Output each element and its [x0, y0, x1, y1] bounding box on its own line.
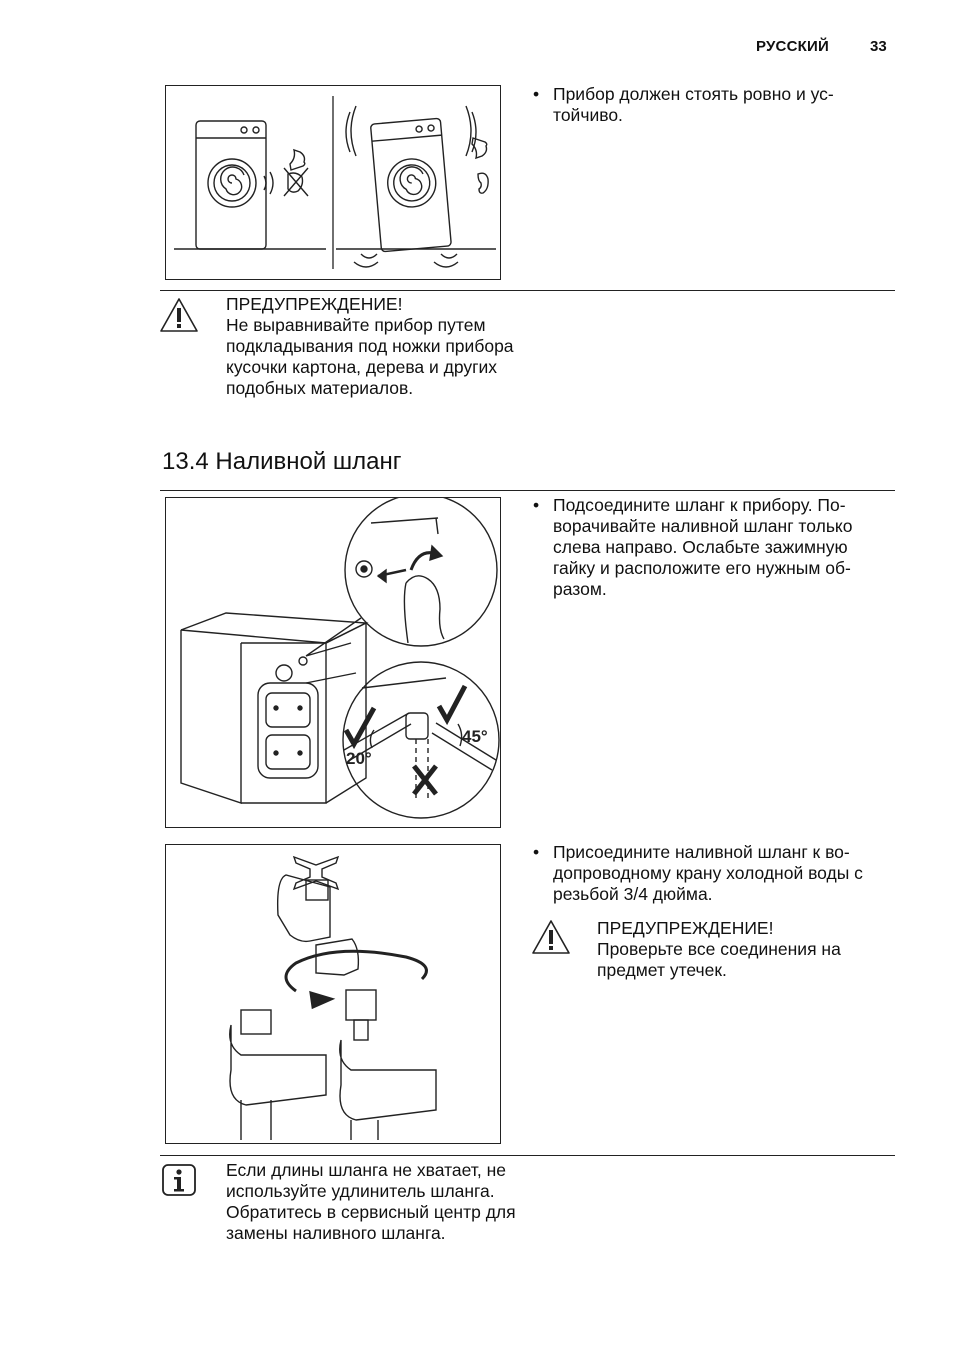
figure-hose-connection: [165, 497, 501, 828]
divider: [160, 490, 895, 491]
section-title: Наливной шланг: [215, 448, 402, 475]
hose-connector-illustrations: [230, 990, 436, 1140]
zoom-nut-illustration: [306, 498, 497, 656]
warning-level: [226, 294, 521, 399]
info-icon: [159, 1162, 199, 1203]
bullet-level-text: Прибор должен стоять ровно и устойчиво.: [553, 84, 834, 125]
section-number: 13.4: [162, 448, 209, 475]
info-hose-length: Если длины шланга не хватает, не используйте удлинитель шланга. Обратитесь в сервисный центр для замены наливного шланга.: [226, 1160, 516, 1243]
tap-illustration: [278, 857, 359, 975]
divider: [160, 1155, 895, 1156]
warning-level-title: ПРЕДУПРЕЖДЕНИЕ!: [226, 294, 403, 314]
warning-triangle-icon: [530, 918, 572, 961]
machine-back-illustration: [181, 613, 366, 803]
bullet-connect-hose-text: Подсоедините шланг к прибору. Поворачивайте наливной шланг только слева направо. Ослабьте зажимную гайку и расположите его нужным образом.: [553, 495, 853, 599]
header-language: РУССКИЙ: [756, 38, 829, 55]
angle-20-label: 20°: [346, 749, 372, 768]
bullet-connect-tap: • Присоедините наливной шланг к водопроводному крану холодной воды с резьбой 3/4 дюйма.: [533, 842, 878, 905]
rotate-arrow-icon: [286, 951, 426, 1007]
unlevel-machine-illustration: [336, 106, 496, 267]
divider: [160, 290, 895, 291]
warning-level-text: Не выравнивайте прибор путем подкладывания под ножки прибора кусочки картона, дерева и других подобных материалов.: [226, 315, 514, 398]
bullet-level: • Прибор должен стоять ровно и устойчиво.: [533, 84, 878, 126]
warning-leaks-text: Проверьте все соединения на предмет утечек.: [597, 939, 841, 980]
warning-leaks: [597, 918, 887, 981]
section-heading: [162, 448, 402, 476]
warning-leaks-title: ПРЕДУПРЕЖДЕНИЕ!: [597, 918, 774, 938]
bullet-connect-hose: • Подсоедините шланг к прибору. Поворачивайте наливной шланг только слева направо. Ослабьте зажимную гайку и расположите его нужным образом.: [533, 495, 878, 600]
warning-triangle-icon: [158, 296, 200, 339]
page-number: 33: [870, 38, 887, 55]
figure-level-machine: [165, 85, 501, 280]
level-machine-illustration: [174, 121, 326, 249]
angle-45-label: 45°: [462, 727, 488, 746]
figure-tap-connection: [165, 844, 501, 1144]
bullet-connect-tap-text: Присоедините наливной шланг к водопроводному крану холодной воды с резьбой 3/4 дюйма.: [553, 842, 863, 904]
